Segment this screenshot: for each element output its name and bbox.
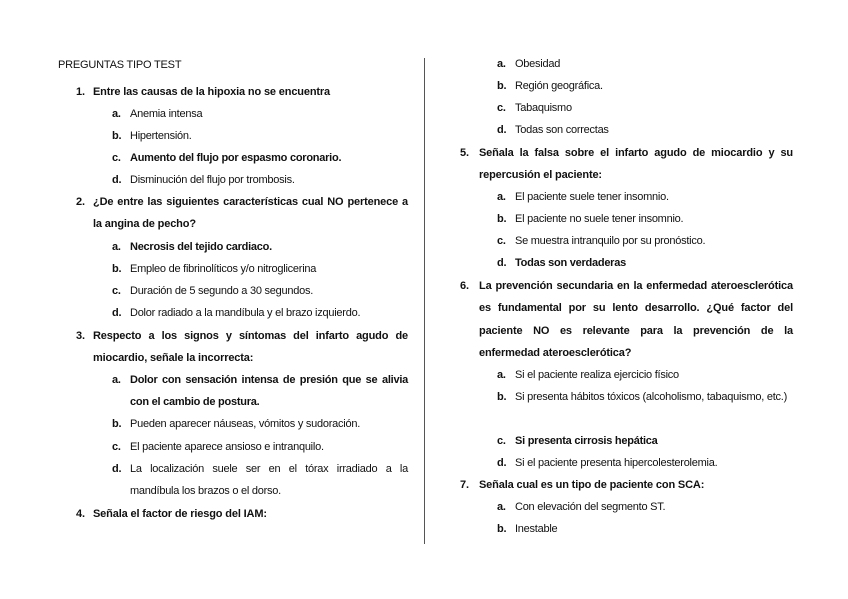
option-text: Aumento del flujo por espasmo coronario. bbox=[130, 152, 342, 164]
option-letter: a. bbox=[497, 58, 506, 70]
option-text: Con elevación del segmento ST. bbox=[515, 501, 666, 513]
option-6c bbox=[497, 430, 793, 452]
option-letter: b. bbox=[112, 418, 122, 430]
option-2d bbox=[112, 302, 408, 324]
option-text: Tabaquismo bbox=[515, 102, 572, 114]
option-4a bbox=[497, 53, 793, 75]
option-2b bbox=[112, 258, 408, 280]
question-6 bbox=[460, 275, 793, 364]
option-text: Hipertensión. bbox=[130, 130, 192, 142]
option-letter: d. bbox=[497, 457, 507, 469]
option-text: El paciente suele tener insomnio. bbox=[515, 191, 669, 203]
option-text: La localización suele ser en el tórax irradiado a la mandíbula los brazos o el dorso. bbox=[130, 463, 408, 498]
page-header: PREGUNTAS TIPO TEST bbox=[58, 59, 182, 71]
option-5c bbox=[497, 230, 793, 252]
option-5d bbox=[497, 252, 793, 274]
option-letter: b. bbox=[497, 80, 507, 92]
option-1b bbox=[112, 125, 408, 147]
option-letter: b. bbox=[112, 263, 122, 275]
option-text: Región geográfica. bbox=[515, 80, 603, 92]
option-text: Disminución del flujo por trombosis. bbox=[130, 174, 295, 186]
option-letter: c. bbox=[497, 435, 506, 447]
option-2c bbox=[112, 280, 408, 302]
question-text: Respecto a los signos y síntomas del infarto agudo de miocardio, señale la incorrecta: bbox=[93, 330, 408, 365]
question-number: 4. bbox=[76, 508, 85, 520]
question-1 bbox=[76, 81, 408, 103]
option-6d bbox=[497, 452, 793, 474]
question-2 bbox=[76, 191, 408, 236]
option-text: Pueden aparecer náuseas, vómitos y sudoración. bbox=[130, 418, 361, 430]
option-letter: a. bbox=[497, 501, 506, 513]
question-5 bbox=[460, 142, 793, 187]
option-text: Dolor con sensación intensa de presión que se alivia con el cambio de postura. bbox=[130, 374, 408, 409]
option-7a bbox=[497, 496, 793, 518]
column-divider bbox=[424, 58, 425, 544]
option-letter: d. bbox=[497, 257, 507, 269]
question-3 bbox=[76, 325, 408, 370]
question-number: 3. bbox=[76, 330, 85, 342]
option-letter: d. bbox=[112, 463, 122, 475]
option-letter: b. bbox=[112, 130, 122, 142]
option-2a bbox=[112, 236, 408, 258]
option-1c bbox=[112, 147, 408, 169]
option-letter: b. bbox=[497, 213, 507, 225]
option-text: Si presenta cirrosis hepática bbox=[515, 435, 658, 447]
option-text: Se muestra intranquilo por su pronóstico. bbox=[515, 235, 706, 247]
option-letter: d. bbox=[112, 307, 122, 319]
question-text: Señala cual es un tipo de paciente con SCA: bbox=[479, 479, 705, 491]
question-number: 7. bbox=[460, 479, 469, 491]
question-number: 5. bbox=[460, 147, 469, 159]
question-text: ¿De entre las siguientes características cual NO pertenece a la angina de pecho? bbox=[93, 196, 408, 231]
option-text: Anemia intensa bbox=[130, 108, 203, 120]
option-text: Obesidad bbox=[515, 58, 561, 70]
option-3a bbox=[112, 369, 408, 414]
option-4d bbox=[497, 119, 793, 141]
option-4c bbox=[497, 97, 793, 119]
option-1a bbox=[112, 103, 408, 125]
option-text: Todas son verdaderas bbox=[515, 257, 626, 269]
option-text: El paciente no suele tener insomnio. bbox=[515, 213, 684, 225]
question-4 bbox=[76, 503, 408, 525]
option-letter: a. bbox=[497, 191, 506, 203]
option-letter: c. bbox=[497, 102, 506, 114]
question-number: 2. bbox=[76, 196, 85, 208]
option-letter: a. bbox=[112, 374, 121, 386]
option-letter: c. bbox=[112, 152, 121, 164]
option-letter: a. bbox=[112, 241, 121, 253]
question-text: Señala el factor de riesgo del IAM: bbox=[93, 508, 267, 520]
option-5a bbox=[497, 186, 793, 208]
question-7 bbox=[460, 474, 793, 496]
option-letter: a. bbox=[112, 108, 121, 120]
option-text: Si el paciente realiza ejercicio físico bbox=[515, 369, 679, 381]
option-text: Duración de 5 segundo a 30 segundos. bbox=[130, 285, 314, 297]
option-text: Todas son correctas bbox=[515, 124, 609, 136]
option-3b bbox=[112, 413, 408, 435]
option-text: Inestable bbox=[515, 523, 558, 535]
option-letter: d. bbox=[497, 124, 507, 136]
option-5b bbox=[497, 208, 793, 230]
option-letter: c. bbox=[497, 235, 506, 247]
option-text: Empleo de fibrinolíticos y/o nitroglicerina bbox=[130, 263, 317, 275]
option-letter: b. bbox=[497, 523, 507, 535]
option-7b bbox=[497, 518, 793, 540]
option-1d bbox=[112, 169, 408, 191]
question-text: Entre las causas de la hipoxia no se encuentra bbox=[93, 86, 331, 98]
option-letter: a. bbox=[497, 369, 506, 381]
option-6b bbox=[497, 386, 793, 408]
option-text: Si el paciente presenta hipercolesterolemia. bbox=[515, 457, 718, 469]
option-text: Necrosis del tejido cardiaco. bbox=[130, 241, 272, 253]
question-number: 6. bbox=[460, 280, 469, 292]
option-letter: c. bbox=[112, 285, 121, 297]
option-letter: d. bbox=[112, 174, 122, 186]
option-text: Dolor radiado a la mandíbula y el brazo izquierdo. bbox=[130, 307, 361, 319]
option-6a bbox=[497, 364, 793, 386]
option-3c bbox=[112, 436, 408, 458]
option-letter: c. bbox=[112, 441, 121, 453]
option-3d bbox=[112, 458, 408, 503]
question-text: La prevención secundaria en la enfermedad ateroesclerótica es fundamental por su lento desarrollo. ¿Qué factor del paciente NO es relevante para la prevención de la enfermedad ateroesclerótica? bbox=[479, 280, 793, 359]
option-4b bbox=[497, 75, 793, 97]
question-number: 1. bbox=[76, 86, 85, 98]
option-text: El paciente aparece ansioso e intranquilo. bbox=[130, 441, 324, 453]
option-letter: b. bbox=[497, 391, 507, 403]
option-text: Si presenta hábitos tóxicos (alcoholismo, tabaquismo, etc.) bbox=[515, 391, 788, 403]
question-text: Señala la falsa sobre el infarto agudo de miocardio y su repercusión el paciente: bbox=[479, 147, 793, 182]
